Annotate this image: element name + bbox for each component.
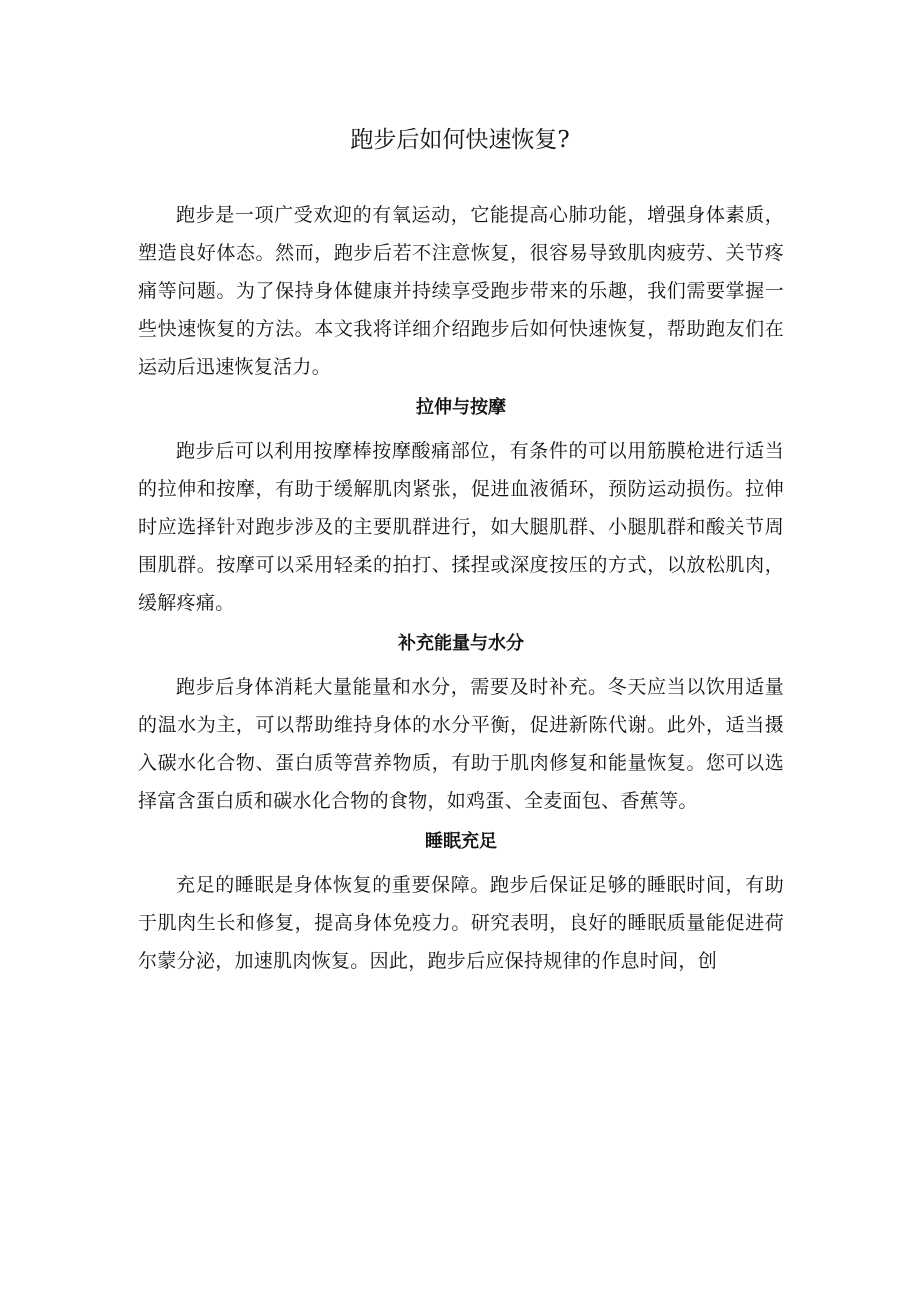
section-heading-sleep: 睡眠充足 (425, 831, 497, 852)
intro-paragraph: 跑步是一项广受欢迎的有氧运动，它能提高心肺功能，增强身体素质，塑造良好体态。然而，跑步后若不注意恢复，很容易导致肌肉疲劳、关节疼痛等问题。为了保持身体健康并持续享受跑步带来的乐趣，我们需要掌握一些快速恢复的方法。本文我将详细介绍跑步后如何快速恢复，帮助跑友们在运动后迅速恢复活力。 (138, 204, 784, 378)
section-body-stretch-massage: 跑步后可以利用按摩棒按摩酸痛部位，有条件的可以用筋膜枪进行适当的拉伸和按摩，有助于缓解肌肉紧张，促进血液循环，预防运动损伤。拉伸时应选择针对跑步涉及的主要肌群进行，如大腿肌群、小腿肌群和酸关节周围肌群。按摩可以采用轻柔的拍打、揉捏或深度按压的方式，以放松肌肉，缓解疼痛。 (138, 440, 784, 614)
document-body (138, 196, 784, 980)
section-body-sleep: 充足的睡眠是身体恢复的重要保障。跑步后保证足够的睡眠时间，有助于肌肉生长和修复，提高身体免疫力。研究表明，良好的睡眠质量能促进荷尔蒙分泌，加速肌肉恢复。因此，跑步后应保持规律的作息时间，创 (138, 874, 784, 972)
section-heading-energy-water: 补充能量与水分 (398, 633, 524, 654)
section-heading-stretch-massage: 拉伸与按摩 (416, 397, 506, 418)
document-title: 跑步后如何快速恢复? (350, 127, 570, 153)
section-body-energy-water: 跑步后身体消耗大量能量和水分，需要及时补充。冬天应当以饮用适量的温水为主，可以帮助维持身体的水分平衡，促进新陈代谢。此外，适当摄入碳水化合物、蛋白质等营养物质，有助于肌肉修复和能量恢复。您可以选择富含蛋白质和碳水化合物的食物，如鸡蛋、全麦面包、香蕉等。 (138, 676, 784, 812)
